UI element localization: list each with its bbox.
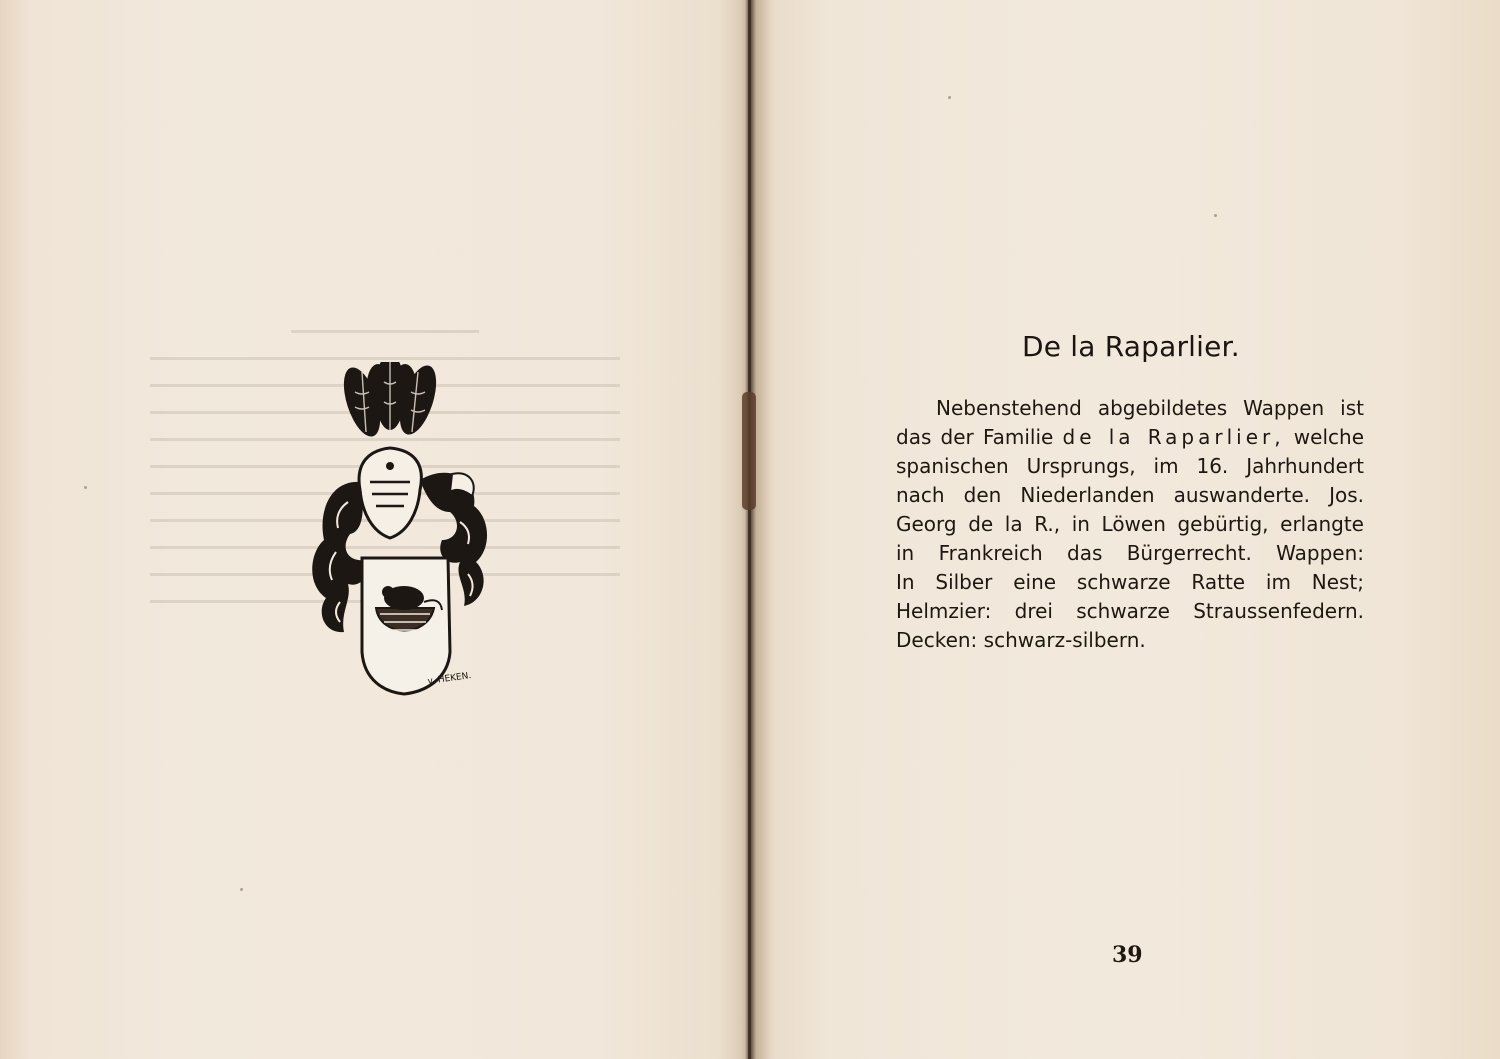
coat-of-arms-illustration xyxy=(300,362,500,702)
svg-text:v. HEKEN.: v. HEKEN. xyxy=(427,670,472,687)
family-name: de la Raparlier, xyxy=(1062,425,1285,449)
text-line: Helmzier: drei schwarze Straussenfedern. xyxy=(896,599,1364,623)
text-line: spanischen Ursprungs, im 16. Jahrhundert xyxy=(896,454,1364,478)
paper-speck xyxy=(1214,214,1217,217)
page-number: 39 xyxy=(1112,942,1143,968)
text-fragment: das der Familie xyxy=(896,425,1054,449)
page-title: De la Raparlier. xyxy=(1022,330,1240,363)
paper-speck xyxy=(240,888,243,891)
spine-fold xyxy=(748,0,751,1059)
heraldic-crest-icon xyxy=(300,362,500,702)
text-line: nach den Niederlanden auswanderte. Jos. xyxy=(896,483,1364,507)
paper-speck xyxy=(948,96,951,99)
text-line: Nebenstehend abgebildetes Wappen ist xyxy=(936,396,1364,420)
text-line: in Frankreich das Bürgerrecht. Wappen: xyxy=(896,541,1364,565)
paper-speck xyxy=(84,486,87,489)
left-page xyxy=(0,0,748,1059)
text-line xyxy=(896,423,1364,452)
body-text xyxy=(896,394,1364,655)
text-line: Georg de la R., in Löwen gebürtig, erlangte xyxy=(896,512,1364,536)
text-line: In Silber eine schwarze Ratte im Nest; xyxy=(896,570,1364,594)
text-fragment: welche xyxy=(1293,425,1364,449)
text-line: Decken: schwarz-silbern. xyxy=(896,628,1146,652)
